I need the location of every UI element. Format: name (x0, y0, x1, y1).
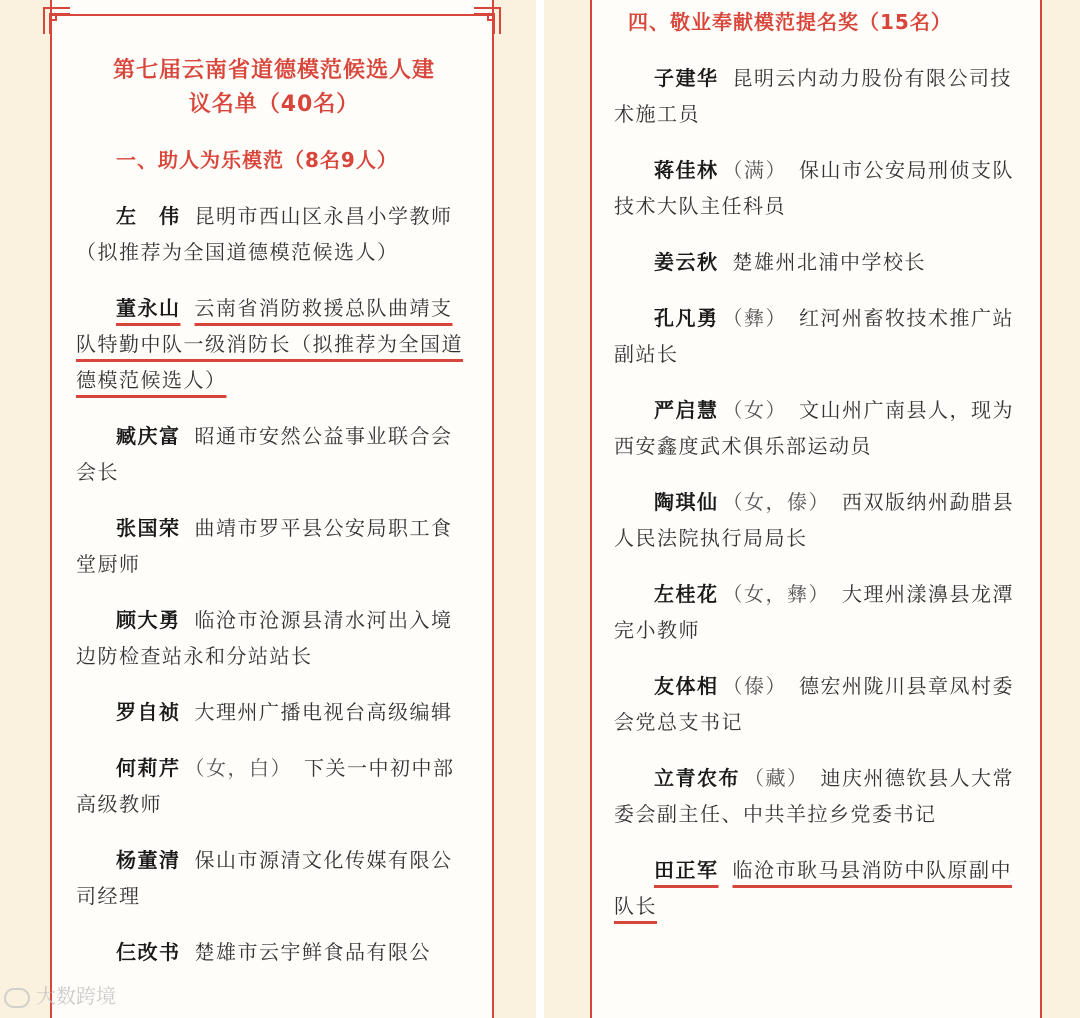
list-item (614, 576, 1022, 648)
person-name: 董永山 (116, 296, 181, 320)
person-name: 杨董清 (116, 848, 181, 872)
left-paper (50, 0, 494, 1018)
person-tag: （满） (722, 158, 787, 182)
list-item (614, 484, 1022, 556)
person-description: 楚雄州北浦中学校长 (732, 250, 926, 274)
person-name: 何莉芹 (116, 756, 181, 780)
person-name: 田正军 (654, 858, 719, 882)
list-item-highlighted (76, 290, 472, 398)
person-description: 西双版纳州勐腊县人民法院执行局局长 (614, 490, 1014, 550)
person-name: 严启慧 (654, 398, 719, 422)
person-name: 立青农布 (654, 766, 740, 790)
list-item (76, 418, 472, 490)
list-item (614, 392, 1022, 464)
list-item (76, 694, 472, 730)
person-tag: （女，彝） (722, 582, 830, 606)
person-tag: （傣） (722, 674, 787, 698)
person-name: 姜云秋 (654, 250, 719, 274)
watermark-logo-icon (4, 988, 30, 1008)
right-panel (544, 0, 1080, 1018)
person-description: 昭通市安然公益事业联合会会长 (76, 424, 453, 484)
corner-ornament-icon (42, 6, 72, 36)
person-description: 文山州广南县人，现为西安鑫度武术俱乐部运动员 (614, 398, 1014, 458)
corner-ornament-icon (472, 6, 502, 36)
person-name: 左 伟 (116, 204, 181, 228)
person-description: 红河州畜牧技术推广站副站长 (614, 306, 1014, 366)
person-name: 臧庆富 (116, 424, 181, 448)
list-item (614, 760, 1022, 832)
person-description: 大理州广播电视台高级编辑 (194, 700, 453, 724)
left-content (76, 0, 472, 970)
person-description: 临沧市耿马县消防中队原副中队长 (614, 858, 1012, 918)
right-content (614, 0, 1022, 924)
person-name: 仨改书 (116, 940, 181, 964)
person-description: 德宏州陇川县章凤村委会党总支书记 (614, 674, 1014, 734)
document-title (76, 54, 472, 122)
person-description: 迪庆州德钦县人大常委会副主任、中共羊拉乡党委书记 (614, 766, 1014, 826)
person-description: 昆明市西山区永昌小学教师（拟推荐为全国道德模范候选人） (76, 204, 453, 264)
person-name: 子建华 (654, 66, 719, 90)
person-name: 罗自祯 (116, 700, 181, 724)
person-description: 昆明云内动力股份有限公司技术施工员 (614, 66, 1012, 126)
list-item (614, 300, 1022, 372)
person-description: 临沧市沧源县清水河出入境边防检查站永和分站站长 (76, 608, 453, 668)
person-description: 保山市源清文化传媒有限公司经理 (76, 848, 453, 908)
person-name: 友体相 (654, 674, 719, 698)
person-description: 曲靖市罗平县公安局职工食堂厨师 (76, 516, 453, 576)
person-description: 大理州漾濞县龙潭完小教师 (614, 582, 1014, 642)
person-tag: （藏） (744, 766, 809, 790)
section-heading: 一、助人为乐模范（8名9人） (116, 148, 398, 172)
person-name: 顾大勇 (116, 608, 181, 632)
person-name: 孔凡勇 (654, 306, 719, 330)
person-tag: （女，白） (184, 756, 292, 780)
list-item (76, 602, 472, 674)
person-tag: （女） (722, 398, 787, 422)
list-item (614, 668, 1022, 740)
list-item (76, 510, 472, 582)
person-description: 云南省消防救援总队曲靖支队特勤中队一级消防长（拟推荐为全国道德模范候选人） (76, 296, 463, 392)
title-line-2: 议名单（40名） (188, 92, 360, 117)
section-heading: 四、敬业奉献模范提名奖（15名） (628, 10, 952, 34)
person-description: 保山市公安局刑侦支队技术大队主任科员 (614, 158, 1014, 218)
watermark (4, 980, 116, 1009)
list-item (76, 198, 472, 270)
person-name: 左桂花 (654, 582, 719, 606)
person-tag: （女，傣） (722, 490, 830, 514)
list-item-highlighted (614, 852, 1022, 924)
title-line-1: 第七届云南省道德模范候选人建 (112, 58, 435, 83)
watermark-text: 大数跨境 (36, 984, 116, 1008)
left-panel (0, 0, 536, 1018)
list-item (614, 60, 1022, 132)
person-name: 陶琪仙 (654, 490, 719, 514)
person-tag: （彝） (722, 306, 787, 330)
list-item (76, 750, 472, 822)
person-name: 蒋佳林 (654, 158, 719, 182)
person-description: 下关一中初中部高级教师 (76, 756, 455, 816)
person-name: 张国荣 (116, 516, 181, 540)
list-item (76, 842, 472, 914)
right-paper (590, 0, 1042, 1018)
list-item (614, 244, 1022, 280)
list-item (614, 152, 1022, 224)
list-item (76, 934, 472, 970)
person-description: 楚雄市云宇鲜食品有限公 (194, 940, 431, 964)
